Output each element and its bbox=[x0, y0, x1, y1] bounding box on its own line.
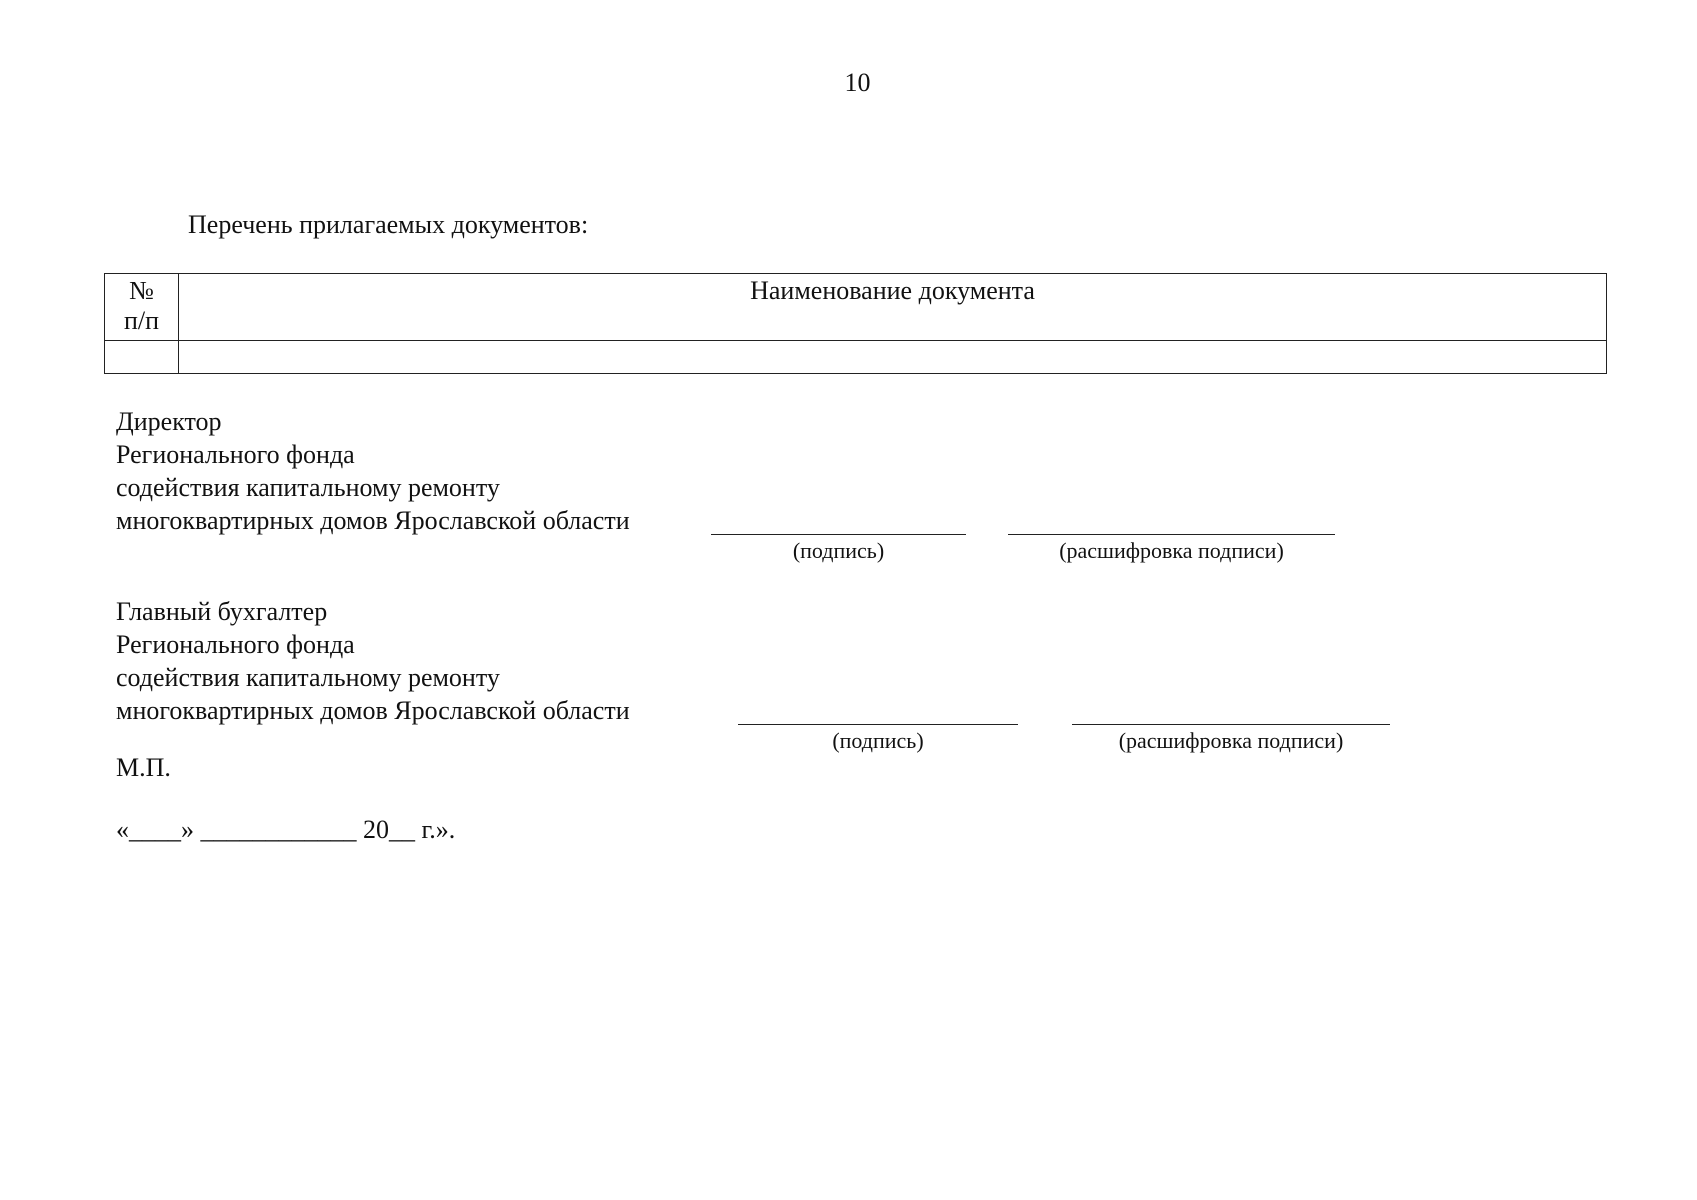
accountant-title-block bbox=[116, 595, 630, 727]
date-line[interactable]: «____» ____________ 20__ г.». bbox=[116, 815, 456, 844]
header-document-name: Наименование документа bbox=[179, 274, 1607, 341]
header-number-line2: п/п bbox=[123, 306, 160, 335]
accountant-org-line2: Регионального фонда bbox=[116, 630, 355, 659]
director-org-line4: многоквартирных домов Ярославской области bbox=[116, 506, 630, 535]
table-row bbox=[105, 341, 1607, 374]
accountant-org-line3: содействия капитальному ремонту bbox=[116, 663, 500, 692]
director-decoding-caption: (расшифровка подписи) bbox=[1059, 538, 1284, 563]
attached-documents-table bbox=[104, 273, 1607, 374]
attached-documents-title: Перечень прилагаемых документов: bbox=[188, 210, 589, 239]
director-decoding-line[interactable] bbox=[1008, 534, 1335, 535]
accountant-decoding-line[interactable] bbox=[1072, 724, 1390, 725]
header-number-line1: № bbox=[129, 276, 154, 305]
director-title-block bbox=[116, 405, 630, 537]
row-number-cell[interactable] bbox=[105, 341, 179, 374]
director-position: Директор bbox=[116, 407, 222, 436]
stamp-placeholder: М.П. bbox=[116, 753, 171, 782]
accountant-position: Главный бухгалтер bbox=[116, 597, 328, 626]
director-org-line3: содействия капитальному ремонту bbox=[116, 473, 500, 502]
accountant-signature-caption: (подпись) bbox=[832, 728, 924, 753]
accountant-decoding-caption: (расшифровка подписи) bbox=[1118, 728, 1344, 753]
accountant-signature-line[interactable] bbox=[738, 724, 1018, 725]
table-header-row bbox=[105, 274, 1607, 341]
director-signature-line[interactable] bbox=[711, 534, 966, 535]
header-number bbox=[105, 274, 179, 341]
page-number: 10 bbox=[844, 68, 871, 97]
row-name-cell[interactable] bbox=[179, 341, 1607, 374]
director-signature-caption: (подпись) bbox=[792, 538, 885, 563]
director-org-line2: Регионального фонда bbox=[116, 440, 355, 469]
accountant-org-line4: многоквартирных домов Ярославской области bbox=[116, 696, 630, 725]
